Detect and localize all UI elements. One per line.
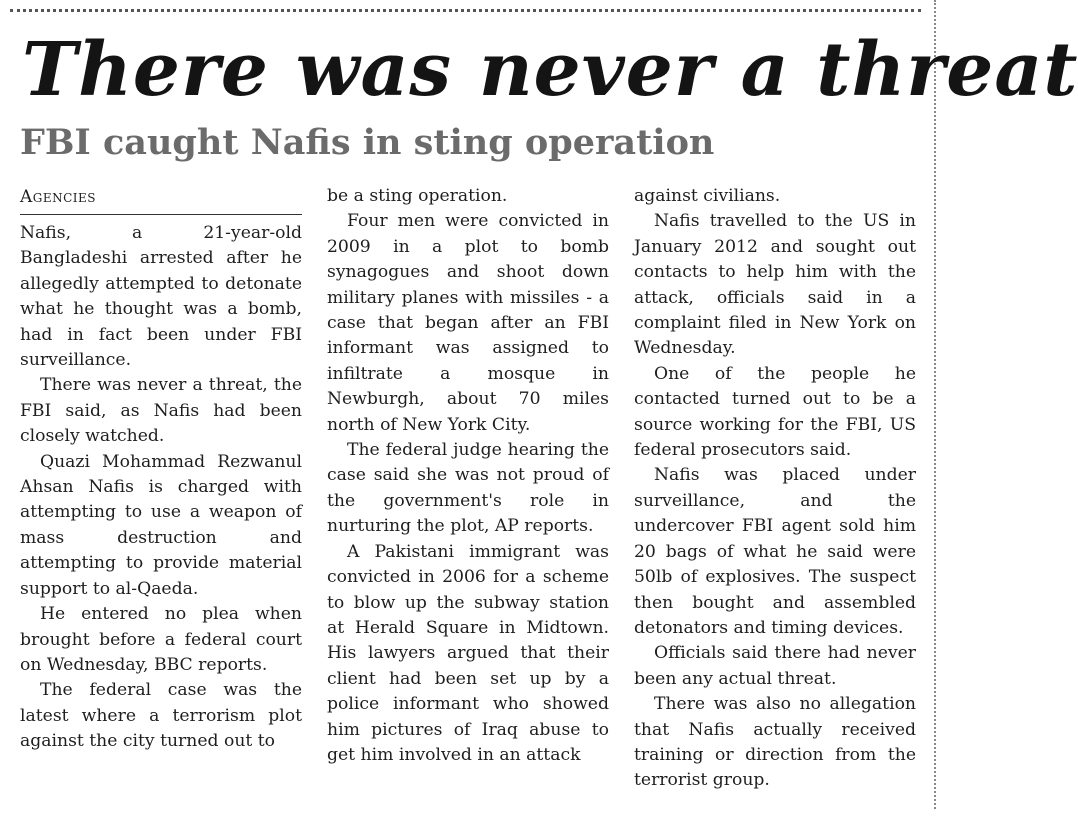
right-dotted-rule: [934, 0, 936, 809]
paragraph: The federal judge hearing the case said she was not proud of the government's role in nurturing the plot, AP reports.: [327, 440, 609, 537]
paragraph: A Pakistani immigrant was convicted in 2006 for a scheme to blow up the subway station at Herald Square in Midtown. His lawyers argued that their client had been set up by a police informant who showed him pictures of Iraq abuse to get him involved in an attack: [327, 541, 609, 765]
headline: There was never a threat: [22, 27, 1078, 113]
article-column-2: [327, 184, 609, 824]
article-column-3: [634, 184, 916, 824]
article-column-1: [20, 184, 302, 824]
paragraph: Nafis, a 21-year-old Bangladeshi arrested after he allegedly attempted to detonate what he thought was a bomb, had in fact been under FBI surveillance.: [20, 223, 302, 371]
paragraph: be a sting operation.: [327, 186, 508, 206]
subheadline: FBI caught Nafis in sting operation: [20, 122, 715, 163]
top-dotted-rule: [10, 9, 921, 12]
paragraph: Officials said there had never been any actual threat.: [634, 643, 916, 689]
paragraph: The federal case was the latest where a terrorism plot against the city turned out to: [20, 680, 302, 752]
paragraph: Nafis travelled to the US in January 2012 and sought out contacts to help him with the attack, officials said in a complaint filed in New York on Wednesday.: [634, 211, 916, 359]
paragraph: One of the people he contacted turned out to be a source working for the FBI, US federal prosecutors said.: [634, 363, 916, 461]
paragraph: There was also no allegation that Nafis actually received training or direction from the terrorist group.: [634, 694, 916, 791]
paragraph: Four men were convicted in 2009 in a plot to bomb synagogues and shoot down military planes with missiles - a case that began after an FBI informant was assigned to infiltrate a mosque in Newburgh, about 70 miles north of New York City.: [327, 211, 609, 435]
paragraph: Nafis was placed under surveillance, and the undercover FBI agent sold him 20 bags of what he said were 50lb of explosives. The suspect then bought and assembled detonators and timing devices.: [634, 465, 916, 638]
paragraph: against civilians.: [634, 186, 781, 206]
byline: Agencies: [20, 184, 302, 215]
paragraph: There was never a threat, the FBI said, as Nafis had been closely watched.: [20, 375, 302, 447]
paragraph: Quazi Mohammad Rezwanul Ahsan Nafis is charged with attempting to use a weapon of mass destruction and attempting to provide material support to al-Qaeda.: [20, 451, 302, 599]
paragraph: He entered no plea when brought before a federal court on Wednesday, BBC reports.: [20, 604, 302, 675]
